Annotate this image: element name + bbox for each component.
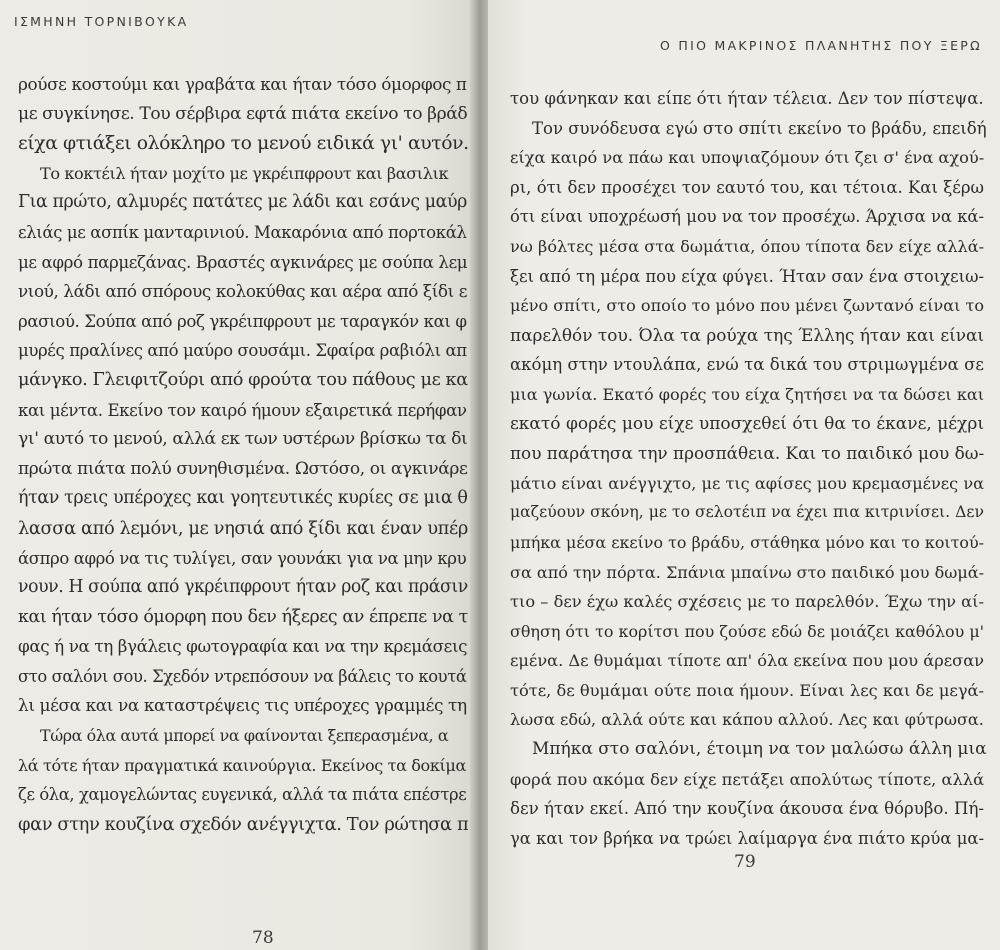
left-running-head: ΙΣΜΗΝΗ ΤΟΡΝΙΒΟΥΚΑ: [14, 14, 189, 29]
text-line: με συγκίνησε. Του σέρβιρα εφτά πιάτα εκείνο το βράδ: [18, 103, 468, 124]
text-line: στο σαλόνι σου. Σχεδόν ντρεπόσουν να βάλεις το κουτά: [18, 666, 467, 686]
text-line: νουν. Η σούπα από γκρέιπφρουτ ήταν ροζ και πράσιν: [18, 577, 468, 598]
text-line: σθηση ότι το κορίτσι που ζούσε εδώ δε μοιάζει καθόλου μ': [510, 621, 985, 641]
text-line: γα και τον βρήκα να τρώει λαίμαργα ένα πιάτο κρύα μα-: [510, 828, 984, 848]
text-line: λασσα από λεμόνι, με νησιά από ξίδι και έναν υπέρ: [18, 517, 468, 539]
text-line: λά τότε ήταν πραγματικά καινούργια. Εκείνος τα δοκίμα: [18, 755, 466, 775]
text-line: νιού, λάδι από σπόρους κολοκύθας και αέρα από ξίδι ε: [18, 281, 468, 302]
text-line: άσπρο αφρό να τις τυλίγει, σαν γουνάκι για να μην κρυ: [18, 548, 467, 568]
right-running-head: Ο ΠΙΟ ΜΑΚΡΙΝΟΣ ΠΛΑΝΗΤΗΣ ΠΟΥ ΞΕΡΩ: [659, 38, 982, 53]
text-line: ότι είναι υποχρέωσή μου να τον προσέχω. Άρχισα να κά-: [510, 207, 984, 227]
text-line: Το κοκτέιλ ήταν μοχίτο με γκρέιπφρουτ και βασιλικ: [40, 163, 449, 183]
text-line: ρασιού. Σούπα από ροζ γκρέιπφρουτ με ταραγκόν και φ: [18, 311, 467, 331]
text-line: μυρές πραλίνες από μαύρο σουσάμι. Σφαίρα ραβιόλι απ: [18, 341, 467, 361]
text-line: φαν στην κουζίνα σχεδόν ανέγγιχτα. Τον ρώτησα π: [18, 813, 469, 835]
text-line: τιο – δεν έχω καλές σχέσεις με το παρελθόν. Έχω την αί-: [510, 592, 984, 612]
text-line: του φάνηκαν και είπε ότι ήταν τέλεια. Δεν τον πίστεψα.: [510, 89, 984, 108]
text-line: πρώτα πιάτα πολύ συνηθισμένα. Ωστόσο, οι αγκινάρε: [18, 458, 468, 479]
text-line: ρούσε κοστούμι και γραβάτα και ήταν τόσο όμορφος π: [18, 74, 467, 94]
text-line: μάτιο είναι ανέγγιχτο, με τις αφίσες μου κρεμασμένες να: [510, 473, 984, 493]
text-line: με αφρό παρμεζάνας. Βραστές αγκινάρες με σούπα λεμ: [18, 252, 468, 272]
text-line: μάνγκο. Γλειφιτζούρι από φρούτα του πάθους με κα: [18, 369, 468, 390]
left-body-text: [18, 70, 478, 839]
text-line: νω βόλτες μέσα στα δωμάτια, όπου τίποτα δεν είχε αλλά-: [510, 236, 984, 256]
text-line: Για πρώτο, αλμυρές πατάτες με λάδι και εσάνς μαύρ: [18, 192, 467, 213]
text-line: φας ή να τη βγάλεις φωτογραφία και να την κρεμάσεις: [18, 636, 468, 657]
left-page-number: 78: [252, 928, 274, 948]
text-line: εκατό φορές μου είχε υποσχεθεί ότι θα το έκανε, μέχρι: [510, 413, 984, 434]
text-line: και μέντα. Εκείνο τον καιρό ήμουν εξαιρετικά περήφαν: [18, 400, 467, 420]
text-line: είχα φτιάξει ολόκληρο το μενού ειδικά γι' αυτόν.: [18, 133, 469, 155]
text-line: Μπήκα στο σαλόνι, έτοιμη να τον μαλώσω άλλη μια: [532, 739, 987, 760]
text-line: παρελθόν του. Όλα τα ρούχα της Έλλης ήταν και είναι: [510, 324, 984, 345]
text-line: Τον συνόδευσα εγώ στο σπίτι εκείνο το βράδυ, επειδή: [532, 118, 987, 138]
text-line: και ήταν τόσο όμορφη που δεν ήξερες αν έπρεπε να τ: [18, 606, 468, 627]
text-line: τότε, δε θυμάμαι ούτε ποια ήμουν. Είναι λες και δε μεγά-: [510, 680, 984, 700]
text-line: δεν ήταν εκεί. Από την κουζίνα άκουσα ένα θόρυβο. Πή-: [510, 799, 984, 819]
text-line: μαζεύουν σκόνη, με το σελοτέιπ να έχει πια κιτρινίσει. Δεν: [510, 503, 984, 522]
text-line: είχα καιρό να πάω και υποψιαζόμουν ότι ζει σ' ένα αχού-: [510, 148, 985, 168]
right-page-number: 79: [734, 852, 756, 872]
text-line: ξει από τη μέρα που είχα φύγει. Ήταν σαν ένα στοιχειω-: [510, 266, 985, 286]
text-line: Τώρα όλα αυτά μπορεί να φαίνονται ξεπερασμένα, α: [40, 726, 449, 746]
text-line: σα από την πόρτα. Σπάνια μπαίνω στο παιδικό μου δωμά-: [510, 562, 984, 582]
right-page: [488, 0, 1000, 950]
text-line: ρι, ότι δεν προσέχει τον εαυτό του, και τέτοια. Και ξέρω: [510, 177, 984, 197]
text-line: λι μέσα και να καταστρέψεις τις υπέροχες γραμμές τη: [18, 695, 467, 716]
text-line: γι' αυτό το μενού, αλλά εκ των υστέρων βρίσκω τα δι: [18, 429, 468, 450]
left-page: [0, 0, 478, 950]
text-line: που παράτησα την προσπάθεια. Και το παιδικό μου δω-: [510, 443, 985, 464]
text-line: μια γωνία. Εκατό φορές του είχα ζητήσει να τα δώσει και: [510, 384, 985, 404]
text-line: φορά που ακόμα δεν είχε πετάξει απολύτως τίποτε, αλλά: [510, 769, 985, 789]
text-line: εμένα. Δε θυμάμαι τίποτε απ' όλα εκείνα που μου άρεσαν: [510, 651, 984, 671]
text-line: ζε όλα, χαμογελώντας ευγενικά, αλλά τα πιάτα επέστρε: [18, 785, 467, 805]
right-body-text: [510, 84, 987, 853]
text-line: μένο σπίτι, στο οποίο το μόνο που μένει ζωντανό είναι το: [510, 296, 984, 316]
text-line: ελιάς με ασπίκ μανταρινιού. Μακαρόνια από πορτοκάλ: [18, 222, 467, 242]
text-line: μπήκα μέσα εκείνο το βράδυ, στάθηκα μόνο και το κοιτού-: [510, 532, 984, 552]
text-line: ακόμη στην ντουλάπα, ενώ τα δικά του στριμωγμένα σε: [510, 355, 984, 375]
text-line: ήταν τρεις υπέροχες και γοητευτικές κυρίες σε μια θ: [18, 488, 468, 509]
text-line: λωσα εδώ, αλλά ούτε και κάπου αλλού. Λες και φύτρωσα.: [510, 710, 984, 730]
